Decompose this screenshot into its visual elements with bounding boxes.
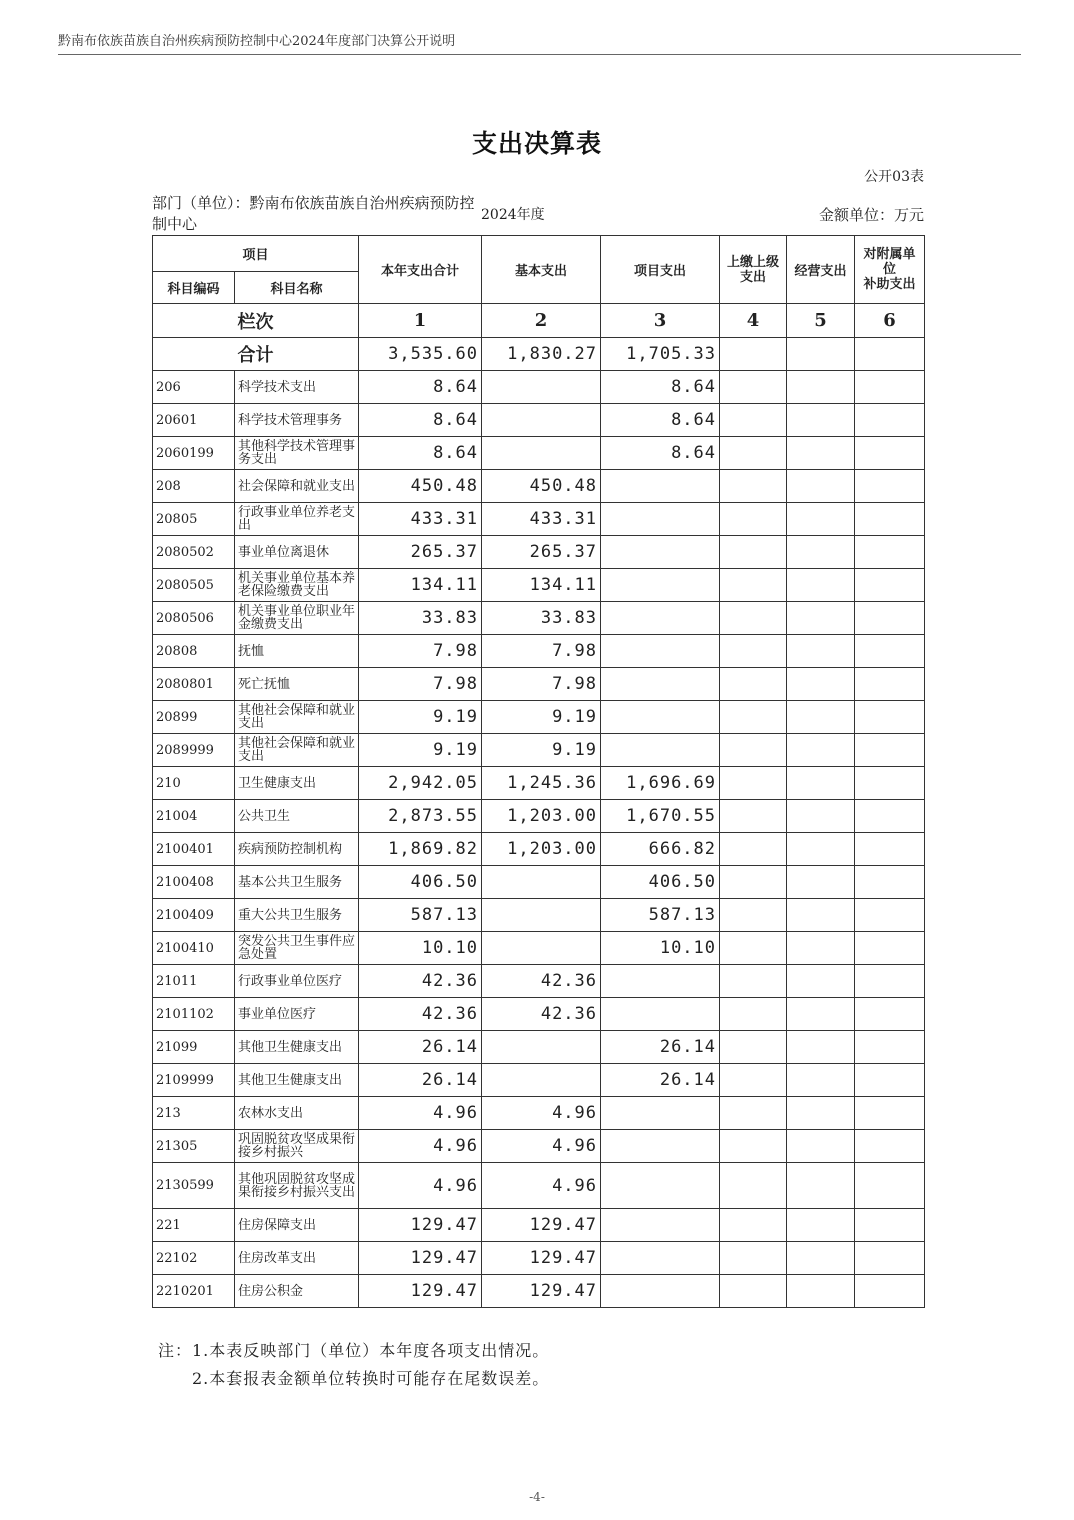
column-number: 5 (787, 304, 855, 338)
header-upper-line2: 支出 (740, 269, 767, 285)
row-business (787, 437, 855, 470)
row-upper (720, 569, 787, 602)
row-code: 2130599 (153, 1163, 235, 1209)
row-basic: 433.31 (482, 503, 601, 536)
row-code: 20899 (153, 701, 235, 734)
table-row (153, 701, 925, 734)
row-business (787, 635, 855, 668)
column-number-label: 栏次 (153, 304, 359, 338)
department-label: 部门（单位）：黔南布依族苗族自治州疾病预防控制中心 (152, 194, 475, 233)
row-basic: 1,203.00 (482, 833, 601, 866)
row-business (787, 1275, 855, 1308)
row-name: 其他卫生健康支出 (235, 1064, 359, 1097)
row-subsidy (855, 635, 925, 668)
row-name: 社会保障和就业支出 (235, 470, 359, 503)
expenditure-table (152, 235, 925, 1308)
row-name: 科学技术管理事务 (235, 404, 359, 437)
total-label: 合计 (153, 338, 359, 371)
row-basic: 129.47 (482, 1209, 601, 1242)
row-subsidy (855, 536, 925, 569)
row-basic: 450.48 (482, 470, 601, 503)
header-name: 科目名称 (235, 272, 359, 304)
row-upper (720, 602, 787, 635)
table-row (153, 536, 925, 569)
row-code: 2101102 (153, 998, 235, 1031)
row-project: 1,670.55 (601, 800, 720, 833)
row-total: 433.31 (359, 503, 482, 536)
row-subsidy (855, 1275, 925, 1308)
notes (158, 1337, 549, 1393)
row-upper (720, 1163, 787, 1209)
column-number: 3 (601, 304, 720, 338)
row-project (601, 998, 720, 1031)
row-total: 134.11 (359, 569, 482, 602)
row-upper (720, 635, 787, 668)
row-subsidy (855, 1064, 925, 1097)
row-business (787, 800, 855, 833)
row-code: 206 (153, 371, 235, 404)
row-project (601, 734, 720, 767)
row-code: 20805 (153, 503, 235, 536)
row-name: 疾病预防控制机构 (235, 833, 359, 866)
row-name: 其他社会保障和就业支出 (235, 701, 359, 734)
row-subsidy (855, 833, 925, 866)
row-code: 2109999 (153, 1064, 235, 1097)
row-project (601, 536, 720, 569)
row-basic: 4.96 (482, 1163, 601, 1209)
row-basic: 129.47 (482, 1275, 601, 1308)
row-basic: 42.36 (482, 998, 601, 1031)
row-business (787, 734, 855, 767)
row-upper (720, 437, 787, 470)
total-amount: 3,535.60 (359, 338, 482, 371)
row-basic: 134.11 (482, 569, 601, 602)
row-code: 2080506 (153, 602, 235, 635)
row-total: 129.47 (359, 1275, 482, 1308)
empty-cell (855, 338, 925, 371)
table-row (153, 602, 925, 635)
row-total: 8.64 (359, 437, 482, 470)
row-code: 2100401 (153, 833, 235, 866)
row-code: 2080505 (153, 569, 235, 602)
row-subsidy (855, 965, 925, 998)
row-subsidy (855, 734, 925, 767)
row-upper (720, 1130, 787, 1163)
row-upper (720, 1097, 787, 1130)
row-code: 20601 (153, 404, 235, 437)
row-name: 住房改革支出 (235, 1242, 359, 1275)
row-code: 20808 (153, 635, 235, 668)
row-subsidy (855, 404, 925, 437)
row-code: 2080502 (153, 536, 235, 569)
row-subsidy (855, 701, 925, 734)
row-business (787, 1064, 855, 1097)
row-basic: 4.96 (482, 1130, 601, 1163)
row-project (601, 668, 720, 701)
row-upper (720, 1031, 787, 1064)
row-business (787, 503, 855, 536)
row-name: 事业单位离退休 (235, 536, 359, 569)
row-total: 406.50 (359, 866, 482, 899)
row-upper (720, 470, 787, 503)
row-upper (720, 668, 787, 701)
table-row (153, 1242, 925, 1275)
row-project (601, 1242, 720, 1275)
table-code: 公开03表 (864, 169, 924, 185)
row-name: 其他巩固脱贫攻坚成果衔接乡村振兴支出 (235, 1163, 359, 1209)
row-name: 科学技术支出 (235, 371, 359, 404)
row-project: 10.10 (601, 932, 720, 965)
row-name: 农林水支出 (235, 1097, 359, 1130)
row-upper (720, 536, 787, 569)
row-code: 208 (153, 470, 235, 503)
row-business (787, 932, 855, 965)
row-project: 406.50 (601, 866, 720, 899)
header-item: 项目 (153, 236, 359, 272)
row-name: 住房保障支出 (235, 1209, 359, 1242)
table-row (153, 437, 925, 470)
column-number: 4 (720, 304, 787, 338)
row-basic: 4.96 (482, 1097, 601, 1130)
row-total: 4.96 (359, 1097, 482, 1130)
row-total: 2,873.55 (359, 800, 482, 833)
row-project (601, 965, 720, 998)
row-business (787, 1130, 855, 1163)
row-basic: 129.47 (482, 1242, 601, 1275)
row-code: 221 (153, 1209, 235, 1242)
page-number: -4- (529, 1490, 545, 1504)
row-project: 26.14 (601, 1064, 720, 1097)
total-basic: 1,830.27 (482, 338, 601, 371)
row-basic (482, 899, 601, 932)
row-name: 突发公共卫生事件应急处置 (235, 932, 359, 965)
row-project: 1,696.69 (601, 767, 720, 800)
header-subsidy-line1: 对附属单 (863, 247, 916, 262)
total-project: 1,705.33 (601, 338, 720, 371)
table-row (153, 1064, 925, 1097)
row-basic (482, 932, 601, 965)
row-upper (720, 1209, 787, 1242)
table-row (153, 899, 925, 932)
row-business (787, 965, 855, 998)
row-code: 2080801 (153, 668, 235, 701)
row-business (787, 470, 855, 503)
row-code: 2100410 (153, 932, 235, 965)
table-row (153, 866, 925, 899)
table-row (153, 800, 925, 833)
row-business (787, 1031, 855, 1064)
row-subsidy (855, 767, 925, 800)
note-line-2: 2.本套报表金额单位转换时可能存在尾数误差。 (192, 1369, 550, 1388)
row-name: 事业单位医疗 (235, 998, 359, 1031)
table-row (153, 470, 925, 503)
row-upper (720, 404, 787, 437)
row-basic: 7.98 (482, 668, 601, 701)
header-business: 经营支出 (787, 236, 855, 304)
table-row (153, 569, 925, 602)
table-row (153, 404, 925, 437)
row-project: 8.64 (601, 404, 720, 437)
row-project: 8.64 (601, 371, 720, 404)
row-subsidy (855, 1031, 925, 1064)
row-business (787, 833, 855, 866)
row-code: 21011 (153, 965, 235, 998)
row-project (601, 1209, 720, 1242)
row-basic: 33.83 (482, 602, 601, 635)
row-business (787, 866, 855, 899)
header-subsidy-line3: 补助支出 (863, 277, 916, 292)
row-name: 抚恤 (235, 635, 359, 668)
header-rule (58, 54, 1021, 55)
row-basic: 9.19 (482, 734, 601, 767)
row-upper (720, 1242, 787, 1275)
row-subsidy (855, 503, 925, 536)
header-upper (720, 236, 787, 304)
empty-cell (787, 338, 855, 371)
header-basic: 基本支出 (482, 236, 601, 304)
table-body (153, 371, 925, 1308)
row-project (601, 1163, 720, 1209)
row-upper (720, 965, 787, 998)
row-name: 住房公积金 (235, 1275, 359, 1308)
row-project (601, 701, 720, 734)
row-project (601, 635, 720, 668)
row-code: 21305 (153, 1130, 235, 1163)
row-total: 33.83 (359, 602, 482, 635)
row-subsidy (855, 932, 925, 965)
row-business (787, 1209, 855, 1242)
row-code: 213 (153, 1097, 235, 1130)
row-code: 22102 (153, 1242, 235, 1275)
header-upper-line1: 上缴上级 (727, 254, 780, 270)
row-basic (482, 437, 601, 470)
table-row (153, 1031, 925, 1064)
row-upper (720, 800, 787, 833)
row-subsidy (855, 371, 925, 404)
note-line-1: 注：1.本表反映部门（单位）本年度各项支出情况。 (158, 1341, 550, 1360)
row-business (787, 536, 855, 569)
row-subsidy (855, 668, 925, 701)
row-total: 2,942.05 (359, 767, 482, 800)
row-project: 8.64 (601, 437, 720, 470)
table-row (153, 833, 925, 866)
row-total: 587.13 (359, 899, 482, 932)
column-number: 1 (359, 304, 482, 338)
table-row (153, 1163, 925, 1209)
table-row (153, 932, 925, 965)
row-project (601, 1097, 720, 1130)
row-basic: 7.98 (482, 635, 601, 668)
row-code: 21004 (153, 800, 235, 833)
row-name: 卫生健康支出 (235, 767, 359, 800)
row-upper (720, 932, 787, 965)
row-subsidy (855, 866, 925, 899)
row-code: 2089999 (153, 734, 235, 767)
table-row (153, 371, 925, 404)
header-total: 本年支出合计 (359, 236, 482, 304)
row-total: 7.98 (359, 668, 482, 701)
row-subsidy (855, 800, 925, 833)
page-title: 支出决算表 (471, 129, 602, 158)
total-row (153, 338, 925, 371)
row-total: 42.36 (359, 998, 482, 1031)
row-total: 4.96 (359, 1163, 482, 1209)
header-project: 项目支出 (601, 236, 720, 304)
empty-cell (720, 338, 787, 371)
unit-label: 金额单位：万元 (818, 206, 924, 224)
row-basic: 9.19 (482, 701, 601, 734)
row-name: 其他卫生健康支出 (235, 1031, 359, 1064)
table-row (153, 1097, 925, 1130)
row-name: 行政事业单位医疗 (235, 965, 359, 998)
row-subsidy (855, 437, 925, 470)
row-business (787, 701, 855, 734)
column-number: 2 (482, 304, 601, 338)
row-basic: 1,245.36 (482, 767, 601, 800)
year-label: 2024年度 (481, 207, 545, 223)
header-subsidy-line2: 位 (883, 262, 897, 277)
row-business (787, 899, 855, 932)
row-business (787, 1097, 855, 1130)
row-project (601, 1275, 720, 1308)
row-business (787, 668, 855, 701)
row-total: 9.19 (359, 701, 482, 734)
row-basic: 42.36 (482, 965, 601, 998)
row-subsidy (855, 470, 925, 503)
row-basic (482, 1064, 601, 1097)
row-upper (720, 998, 787, 1031)
row-total: 450.48 (359, 470, 482, 503)
row-business (787, 569, 855, 602)
row-business (787, 404, 855, 437)
row-project (601, 1130, 720, 1163)
row-total: 42.36 (359, 965, 482, 998)
row-subsidy (855, 1209, 925, 1242)
table-row (153, 1130, 925, 1163)
row-subsidy (855, 899, 925, 932)
row-subsidy (855, 1242, 925, 1275)
table-row (153, 1275, 925, 1308)
row-name: 机关事业单位基本养老保险缴费支出 (235, 569, 359, 602)
row-total: 1,869.82 (359, 833, 482, 866)
row-total: 8.64 (359, 404, 482, 437)
row-name: 巩固脱贫攻坚成果衔接乡村振兴 (235, 1130, 359, 1163)
row-upper (720, 899, 787, 932)
row-business (787, 1163, 855, 1209)
table-row (153, 998, 925, 1031)
row-subsidy (855, 602, 925, 635)
row-total: 8.64 (359, 371, 482, 404)
row-upper (720, 866, 787, 899)
row-basic: 265.37 (482, 536, 601, 569)
row-upper (720, 734, 787, 767)
row-name: 重大公共卫生服务 (235, 899, 359, 932)
row-project (601, 503, 720, 536)
row-business (787, 602, 855, 635)
row-project (601, 470, 720, 503)
row-project: 26.14 (601, 1031, 720, 1064)
row-name: 其他科学技术管理事务支出 (235, 437, 359, 470)
row-upper (720, 1275, 787, 1308)
row-total: 4.96 (359, 1130, 482, 1163)
row-basic (482, 404, 601, 437)
row-total: 26.14 (359, 1031, 482, 1064)
row-total: 26.14 (359, 1064, 482, 1097)
row-name: 行政事业单位养老支出 (235, 503, 359, 536)
row-project: 666.82 (601, 833, 720, 866)
running-header: 黔南布依族苗族自治州疾病预防控制中心2024年度部门决算公开说明 (58, 34, 456, 49)
row-project (601, 602, 720, 635)
row-code: 2210201 (153, 1275, 235, 1308)
row-upper (720, 767, 787, 800)
row-total: 10.10 (359, 932, 482, 965)
row-total: 9.19 (359, 734, 482, 767)
row-upper (720, 833, 787, 866)
column-number: 6 (855, 304, 925, 338)
row-upper (720, 701, 787, 734)
table-row (153, 503, 925, 536)
row-total: 129.47 (359, 1242, 482, 1275)
table-row (153, 1209, 925, 1242)
row-code: 2060199 (153, 437, 235, 470)
row-name: 基本公共卫生服务 (235, 866, 359, 899)
row-name: 机关事业单位职业年金缴费支出 (235, 602, 359, 635)
row-code: 210 (153, 767, 235, 800)
row-business (787, 1242, 855, 1275)
row-subsidy (855, 569, 925, 602)
row-subsidy (855, 1163, 925, 1209)
row-subsidy (855, 998, 925, 1031)
row-total: 129.47 (359, 1209, 482, 1242)
header-code: 科目编码 (153, 272, 235, 304)
row-total: 7.98 (359, 635, 482, 668)
table-row (153, 965, 925, 998)
row-business (787, 998, 855, 1031)
row-business (787, 371, 855, 404)
row-name: 其他社会保障和就业支出 (235, 734, 359, 767)
table-row (153, 635, 925, 668)
header-subsidy (855, 236, 925, 304)
row-upper (720, 371, 787, 404)
row-business (787, 767, 855, 800)
row-basic (482, 866, 601, 899)
row-code: 2100408 (153, 866, 235, 899)
row-subsidy (855, 1130, 925, 1163)
row-basic: 1,203.00 (482, 800, 601, 833)
table-row (153, 734, 925, 767)
row-project: 587.13 (601, 899, 720, 932)
row-basic (482, 371, 601, 404)
row-code: 21099 (153, 1031, 235, 1064)
row-project (601, 569, 720, 602)
row-name: 死亡抚恤 (235, 668, 359, 701)
row-upper (720, 503, 787, 536)
row-basic (482, 1031, 601, 1064)
row-code: 2100409 (153, 899, 235, 932)
row-name: 公共卫生 (235, 800, 359, 833)
table-row (153, 767, 925, 800)
row-upper (720, 1064, 787, 1097)
row-total: 265.37 (359, 536, 482, 569)
row-subsidy (855, 1097, 925, 1130)
table-row (153, 668, 925, 701)
